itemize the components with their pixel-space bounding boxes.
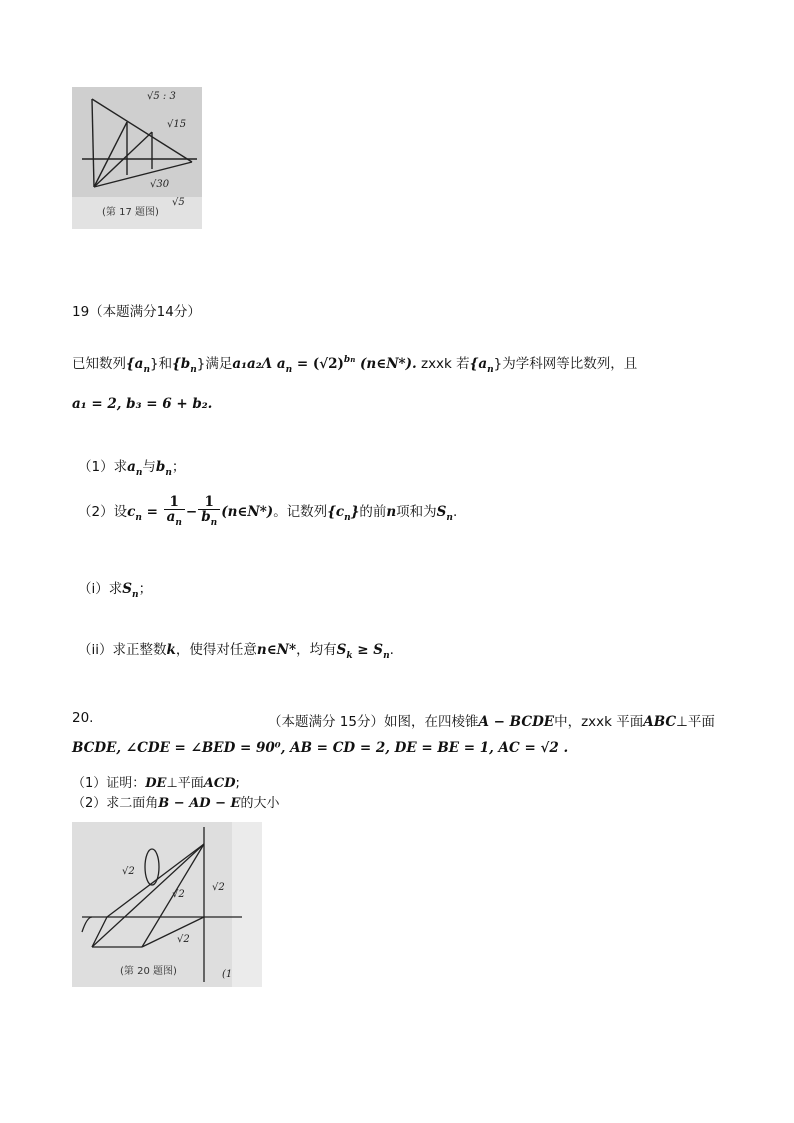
q19-part2: （2）设$c_n$ = $\frac{1}{a_n}$ − $\frac{1}{b_n}$ (n∈N*)。记数列$\{c_n\}$的前n项和为$S_n$. [78,494,458,529]
svg-text:√5 : 3: √5 : 3 [147,91,176,102]
svg-text:(1: (1 [222,969,233,980]
svg-text:√5: √5 [172,197,185,208]
svg-text:√2: √2 [122,866,135,877]
q19-part-ii: （ii）求正整数k，使得对任意n∈N*，均有$S_k \ge S_n$. [78,642,394,661]
q20-number: 20. [72,710,94,726]
q19-heading: 19（本题满分14分） [72,304,201,320]
svg-text:√15: √15 [167,119,187,130]
figure-17-caption: (第 17 题图) [102,207,159,218]
svg-text:√2: √2 [172,889,185,900]
svg-text:√2: √2 [212,882,225,893]
q19-part-i: （i）求$S_n$； [78,581,153,600]
figure-20-caption: (第 20 题图) [120,966,177,977]
q20-line2: BCDE, ∠CDE = ∠BED = 90⁰, AB = CD = 2, DE = BE = 1, AC = √2 . [72,740,569,756]
q20-part2: （2）求二面角B − AD − E的大小 [72,796,280,811]
q20-part1: （1）证明：DE⊥平面ACD; [72,776,240,791]
svg-text:√2: √2 [177,934,190,945]
svg-text:√30: √30 [150,179,170,190]
q20-heading: （本题满分 15分）如图，在四棱锥A − BCDE中，zxxk 平面ABC⊥平面 [268,714,715,730]
q19-part1: （1）求$a_n$与$b_n$； [78,459,186,478]
figure-20-photo [72,822,262,987]
q19-line1: 已知数列$\{a_n\}$和$\{b_n\}$满足a₁a₂Λ $a_n = (√2)^{bn}$ (n∈N*). zxxk 若$\{a_n\}$为学科网等比数列，且 [72,355,638,375]
q19-line2: a₁ = 2, b₃ = 6 + b₂. [72,396,213,412]
figure-17-photo [72,87,202,229]
